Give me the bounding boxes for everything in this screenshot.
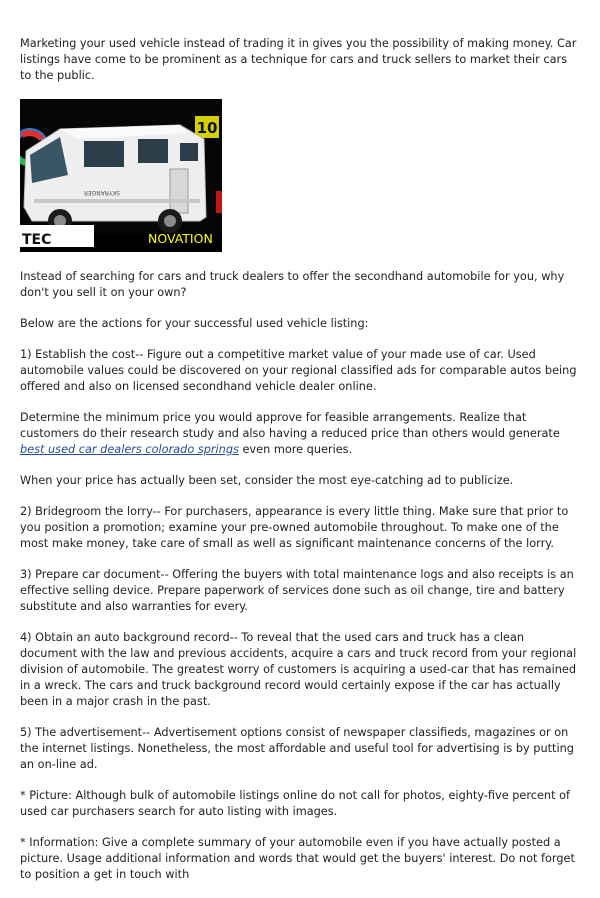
minimum-price-tail: even more queries. [238,443,353,456]
badge-number: 10 [196,119,218,137]
minimum-price-text: Determine the minimum price you would approve for feasible arrangements. Realize that customers do their research study and also having a reduced price than others would generate [20,411,560,440]
step-4-paragraph: 4) Obtain an auto background record-- To reveal that the used cars and truck has a clean document with the law and previous accidents, acquire a cars and truck record from your regional division of automobile. The greatest worry of customers is acquiring a used-car that has remained in a wreck. The cars and truck background record would certainly expose if the car has actually been in a major crash in the past. [20,631,577,708]
picture-paragraph: * Picture: Although bulk of automobile listings online do not call for photos, eighty-five percent of used car purchasers search for auto listing with images. [20,789,570,818]
camper-van-image [20,99,222,252]
step-1-paragraph: 1) Establish the cost-- Figure out a competitive market value of your made use of car. Used automobile values could be discovered on your regional classified ads for comparable autos being offered and also on licensed secondhand vehicle dealer online. [20,348,577,393]
intro-paragraph: Marketing your used vehicle instead of trading it in gives you the possibility of making money. Car listings have come to be prominent as a technique for cars and truck sellers to market their cars to the public. [20,37,577,82]
banner-text-right: NOVATION [148,231,213,246]
camper-van [24,125,222,233]
dealers-link[interactable]: best used car dealers colorado springs [20,443,239,456]
information-paragraph: * Information: Give a complete summary of your automobile even if you have actually posted a picture. Usage additional information and words that would get the buyers' interest. Do not forget to position a get in touch with [20,836,575,881]
step-3-paragraph: 3) Prepare car document-- Offering the buyers with total maintenance logs and also receipts is an effective selling device. Prepare paperwork of services done such as oil change, tire and battery substitute and also warranties for every. [20,568,574,613]
price-set-paragraph: When your price has actually been set, consider the most eye-catching ad to publicize. [20,474,514,487]
minimum-price-paragraph [20,410,580,458]
camper-van-illustration [20,99,222,252]
banner-text-left: TEC [22,232,52,248]
article-body [20,36,580,898]
step-5-paragraph: 5) The advertisement-- Advertisement options consist of newspaper classifieds, magazines or on the internet listings. Nonetheless, the most affordable and useful tool for advertising is by putting an on-line ad. [20,726,574,771]
step-2-paragraph: 2) Bridegroom the lorry-- For purchasers, appearance is every little thing. Make sure that prior to you position a promotion; examine your pre-owned automobile throughout. To make one of the most make money, take care of small as well as significant maintenance concerns of the lorry. [20,505,569,550]
van-lettering: SKYRANGER [83,189,120,196]
search-paragraph: Instead of searching for cars and truck dealers to offer the secondhand automobile for you, why don't you sell it on your own? [20,270,565,299]
actions-paragraph: Below are the actions for your successful used vehicle listing: [20,317,369,330]
